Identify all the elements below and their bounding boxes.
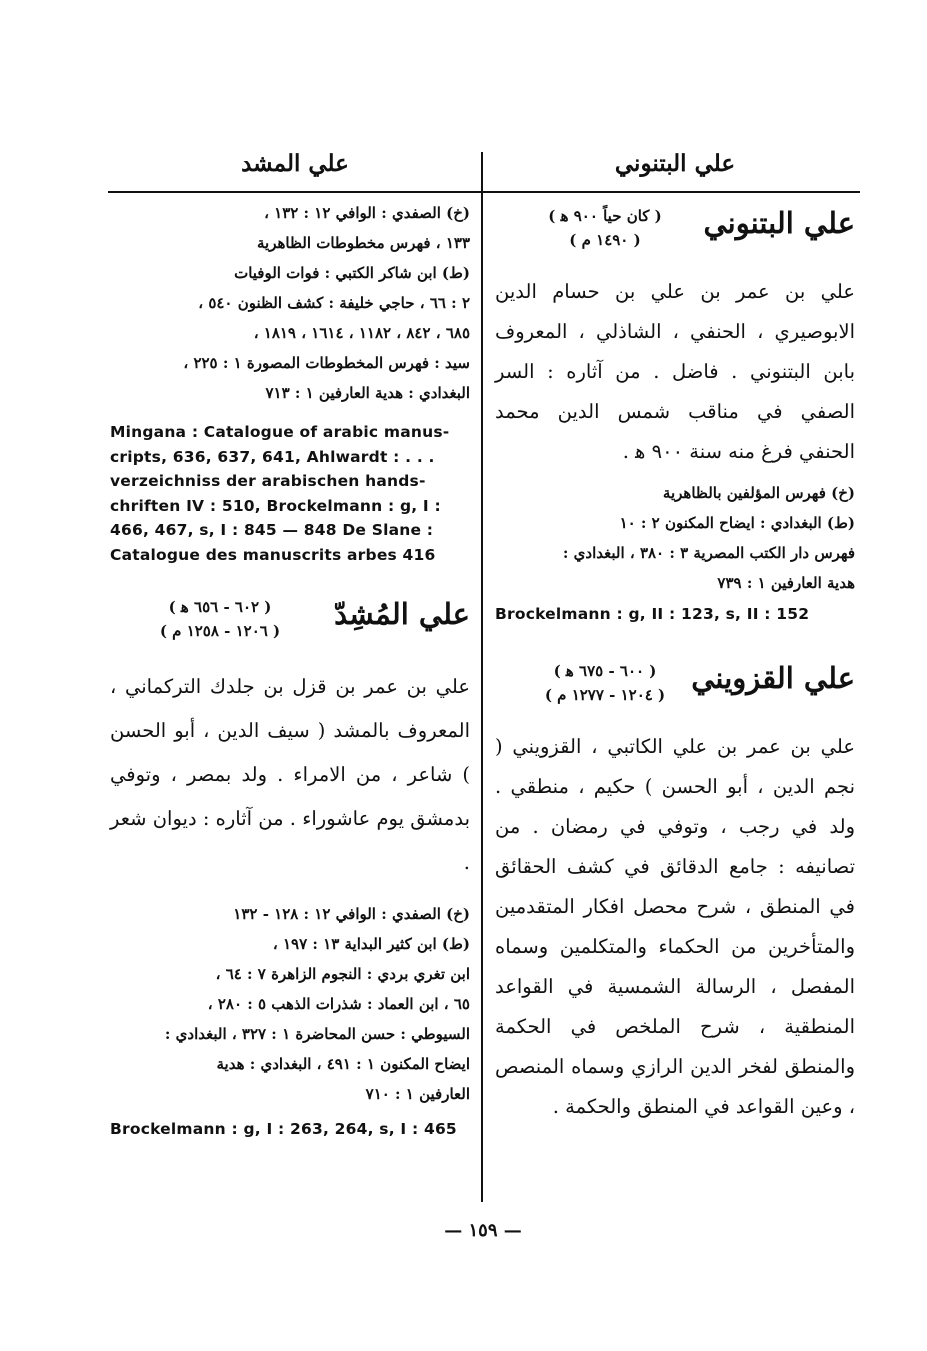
reference-line: البغدادي : هدية العارفين ١ : ٧١٣ <box>265 384 470 402</box>
entry-name: علي القزويني <box>691 660 855 695</box>
reference-line: (خ) الصفدي : الوافي ١٢ : ١٢٨ - ١٣٢ <box>233 905 470 923</box>
date-gregorian: ( ١٢٠٦ - ١٢٥٨ م ) <box>159 622 281 640</box>
reference-line: (ط) ابن شاكر الكتبي : فوات الوفيات <box>234 264 470 282</box>
entry-dates <box>515 204 695 252</box>
reference-line: العارفين ١ : ٧١٠ <box>365 1085 470 1103</box>
latin-reference: Brockelmann : g, II : 123, s, II : 152 <box>495 605 810 623</box>
entry-references <box>110 899 470 1109</box>
header-rule <box>108 191 860 193</box>
entry-body: علي بن عمر بن علي الكاتبي ، القزويني ( نجم الدين ، أبو الحسن ) حكيم ، منطقي . ولد في رجب ، وتوفي في رمضان . من تصانيفه : جامع الدقائق في كشف الحقائق في المنطق ، شرح محصل افكار المتقدمين والمتأخرين من الحكماء والمتكلمين وسماه المفصل ، الرسالة الشمسية في القواعد المنطقية ، شرح الملخص في الحكمة والمنطق لفخر الدين الرازي وسماه المنصص ، وعين القواعد في المنطق والحكمة . <box>495 734 855 1118</box>
running-header-left: علي المشد <box>241 150 349 177</box>
date-gregorian: ( ١٢٠٤ - ١٢٧٧ م ) <box>544 685 666 704</box>
entry-body: علي بن عمر بن قزل بن جلدك التركماني ، المعروف بالمشد ( سيف الدين ، أبو الحسن ) شاعر ، من الامراء . ولد بمصر ، وتوفي بدمشق يوم عاشوراء . من آثاره : ديوان شعر . <box>110 675 470 874</box>
reference-line: هدية العارفين ١ : ٧٣٩ <box>717 574 855 592</box>
reference-line: ابن تغري بردي : النجوم الزاهرة ٧ : ٦٤ ، <box>215 965 470 983</box>
entry-heading <box>110 589 470 649</box>
latin-reference: Brockelmann : g, I : 263, 264, s, I : 465 <box>110 1120 457 1138</box>
entry-heading <box>495 653 855 713</box>
running-header-right: علي البتنوني <box>614 150 736 177</box>
entry-references <box>110 198 470 408</box>
reference-line: (ط) البغدادي : ايضاح المكنون ٢ : ١٠ <box>619 514 855 532</box>
reference-line: (خ) فهرس المؤلفين بالظاهرية <box>662 484 855 502</box>
column-divider <box>481 152 483 1202</box>
reference-line: ٦٥ ، ابن العماد : شذرات الذهب ٥ : ٢٨٠ ، <box>207 995 470 1013</box>
reference-line: ٢ : ٦٦ ، حاجي خليفة : كشف الظنون ٥٤٠ ، <box>198 294 470 312</box>
reference-line: فهرس دار الكتب المصرية ٣ : ٣٨٠ ، البغدادي : <box>562 544 855 562</box>
reference-line: سيد : فهرس المخطوطات المصورة ١ : ٢٢٥ ، <box>183 354 470 372</box>
date-hijri: ( ٦٠٢ - ٦٥٦ ﻫ ) <box>168 598 272 616</box>
page-number: — ١٥٩ — <box>444 1220 522 1241</box>
reference-line: (ط) ابن كثير البداية ١٣ : ١٩٧ ، <box>272 935 470 953</box>
date-hijri: ( ٦٠٠ - ٦٧٥ ﻫ ) <box>553 661 657 680</box>
reference-line: ٦٨٥ ، ٨٤٢ ، ١١٨٢ ، ١٦١٤ ، ١٨١٩ ، <box>253 324 470 342</box>
reference-line: (خ) الصفدي : الوافي ١٢ : ١٣٢ ، <box>264 204 470 222</box>
entry-name: علي البتنوني <box>703 206 855 240</box>
reference-line: ١٣٣ ، فهرس مخطوطات الظاهرية <box>257 234 470 252</box>
entry-dates <box>515 659 695 707</box>
entry-name: علي المُشِدّ <box>334 597 470 631</box>
entry-dates <box>130 595 310 643</box>
date-hijri: ( كان حياً ٩٠٠ ﻫ ) <box>548 207 662 225</box>
date-gregorian: ( ١٤٩٠ م ) <box>569 231 641 249</box>
latin-reference: Mingana : Catalogue of arabic manus-cripts, 636, 637, 641, Ahlwardt : . . . verzeichniss der arabischen hands-chriften IV : 510, Brockelmann : g, I : 466, 467, s, I : 845 — 848 De Slane : Catalogue des manuscrits arbes 416 <box>110 423 450 564</box>
reference-line: ايضاح المكنون ١ : ٤٩١ ، البغدادي : هدية <box>216 1055 470 1073</box>
reference-line: السيوطي : حسن المحاضرة ١ : ٣٢٧ ، البغدادي : <box>164 1025 470 1043</box>
entry-body: علي بن عمر بن علي بن حسام الدين الابوصيري ، الحنفي ، الشاذلي ، المعروف بابن البتنوني . فاضل . من آثاره : السر الصفي في مناقب شمس الدين محمد الحنفي فرغ منه سنة ٩٠٠ ﻫ . <box>495 280 855 463</box>
entry-references <box>495 478 855 598</box>
entry-heading <box>495 198 855 258</box>
left-column <box>110 198 470 1142</box>
right-column <box>495 198 855 1127</box>
